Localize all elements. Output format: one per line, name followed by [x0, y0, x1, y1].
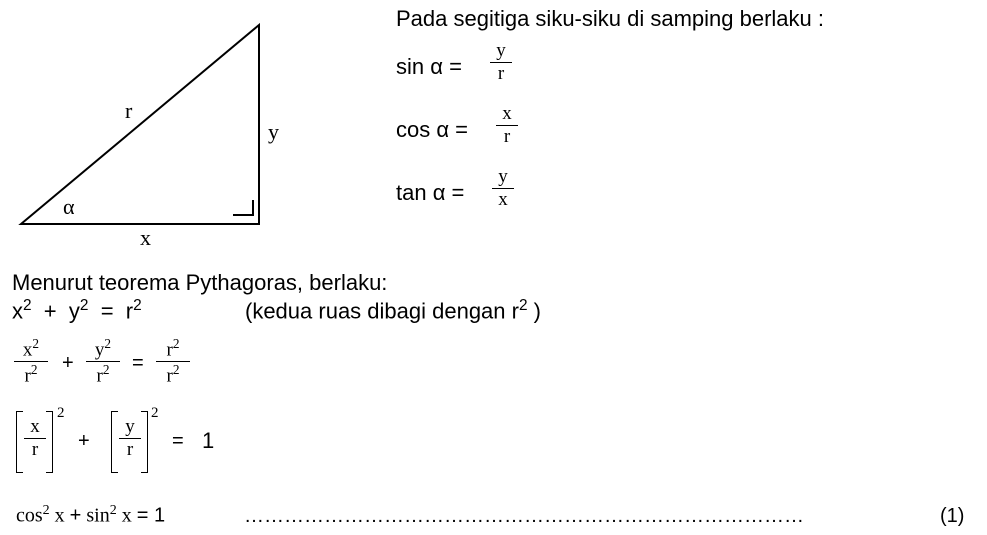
denominator: r: [96, 365, 103, 387]
dot-leader: …………………………………………………………………………: [244, 505, 804, 527]
denominator: r: [24, 365, 31, 387]
tan-label: tan α =: [396, 180, 465, 205]
final-plus: +: [69, 504, 82, 527]
exponent: 2: [32, 336, 40, 351]
sin-denominator: r: [497, 63, 505, 84]
exponent: 2: [30, 362, 38, 378]
note-close: ): [533, 298, 541, 324]
equation-number: (1): [940, 505, 965, 527]
eq1-plus: +: [43, 298, 57, 324]
eq1-equals: =: [100, 298, 114, 324]
fraction-y-r: [119, 416, 141, 461]
fraction-y2-r2: [86, 336, 120, 388]
denominator: r: [126, 439, 134, 460]
opposite-side-label: y: [268, 119, 279, 144]
division-note: [245, 297, 541, 324]
numerator: r: [166, 339, 173, 361]
right-bracket: [141, 411, 148, 473]
hypotenuse-label: r: [125, 98, 133, 123]
fraction-x2-r2: [14, 336, 48, 388]
final-x1: x: [54, 504, 65, 527]
eq1-y: y: [68, 298, 80, 324]
left-bracket: [16, 411, 23, 473]
right-bracket: [46, 411, 53, 473]
exponent: 2: [133, 297, 142, 314]
exponent: 2: [102, 362, 110, 378]
fraction-x-r: [24, 416, 46, 461]
numerator: x: [22, 339, 33, 361]
final-identity: [16, 503, 165, 528]
equals-sign: =: [132, 352, 144, 374]
sin-numerator: y: [496, 40, 506, 61]
cos-label: cos α =: [396, 117, 469, 142]
right-triangle-diagram: [0, 0, 300, 260]
numerator: y: [94, 339, 105, 361]
exponent: 2: [23, 297, 32, 314]
exponent: 2: [79, 297, 89, 314]
pythagoras-equation: [12, 297, 142, 324]
tan-denominator: x: [498, 189, 508, 210]
final-x2: x: [121, 504, 132, 527]
triangle-outline: [21, 25, 259, 224]
exponent: 2: [109, 503, 117, 518]
right-angle-marker: [233, 200, 253, 215]
denominator: r: [31, 439, 39, 460]
theorem-line: Menurut teorema Pythagoras, berlaku:: [12, 270, 388, 295]
adjacent-side-label: x: [140, 225, 151, 250]
result-one: 1: [202, 428, 215, 453]
exponent: 2: [172, 362, 180, 378]
sin-function: sin: [86, 504, 110, 527]
bracket-exponent: 2: [151, 405, 159, 421]
sin-fraction: [490, 40, 512, 85]
plus-sign: +: [62, 352, 74, 374]
cos-fraction: [496, 103, 518, 148]
fraction-r2-r2: [156, 336, 190, 388]
ratios-intro: Pada segitiga siku-siku di samping berlaku :: [396, 6, 825, 31]
bracket-exponent: 2: [57, 405, 65, 421]
angle-label: α: [63, 194, 75, 219]
tan-numerator: y: [498, 166, 508, 187]
tan-fraction: [492, 166, 514, 211]
eq1-r: r: [125, 298, 134, 324]
eq1-x: x: [12, 298, 23, 324]
equals-sign: =: [172, 430, 184, 452]
numerator: x: [30, 416, 40, 437]
cos-denominator: r: [503, 126, 511, 147]
note-text: (kedua ruas dibagi dengan r: [245, 298, 519, 324]
cos-function: cos: [16, 504, 43, 527]
exponent: 2: [104, 336, 112, 351]
exponent: 2: [42, 503, 50, 518]
exponent: 2: [518, 297, 528, 314]
numerator: y: [125, 416, 135, 437]
left-bracket: [111, 411, 118, 473]
final-equals-one: = 1: [136, 504, 166, 527]
denominator: r: [166, 365, 173, 387]
cos-numerator: x: [502, 103, 512, 124]
sin-label: sin α =: [396, 54, 462, 79]
exponent: 2: [172, 336, 180, 351]
plus-sign: +: [78, 430, 90, 452]
